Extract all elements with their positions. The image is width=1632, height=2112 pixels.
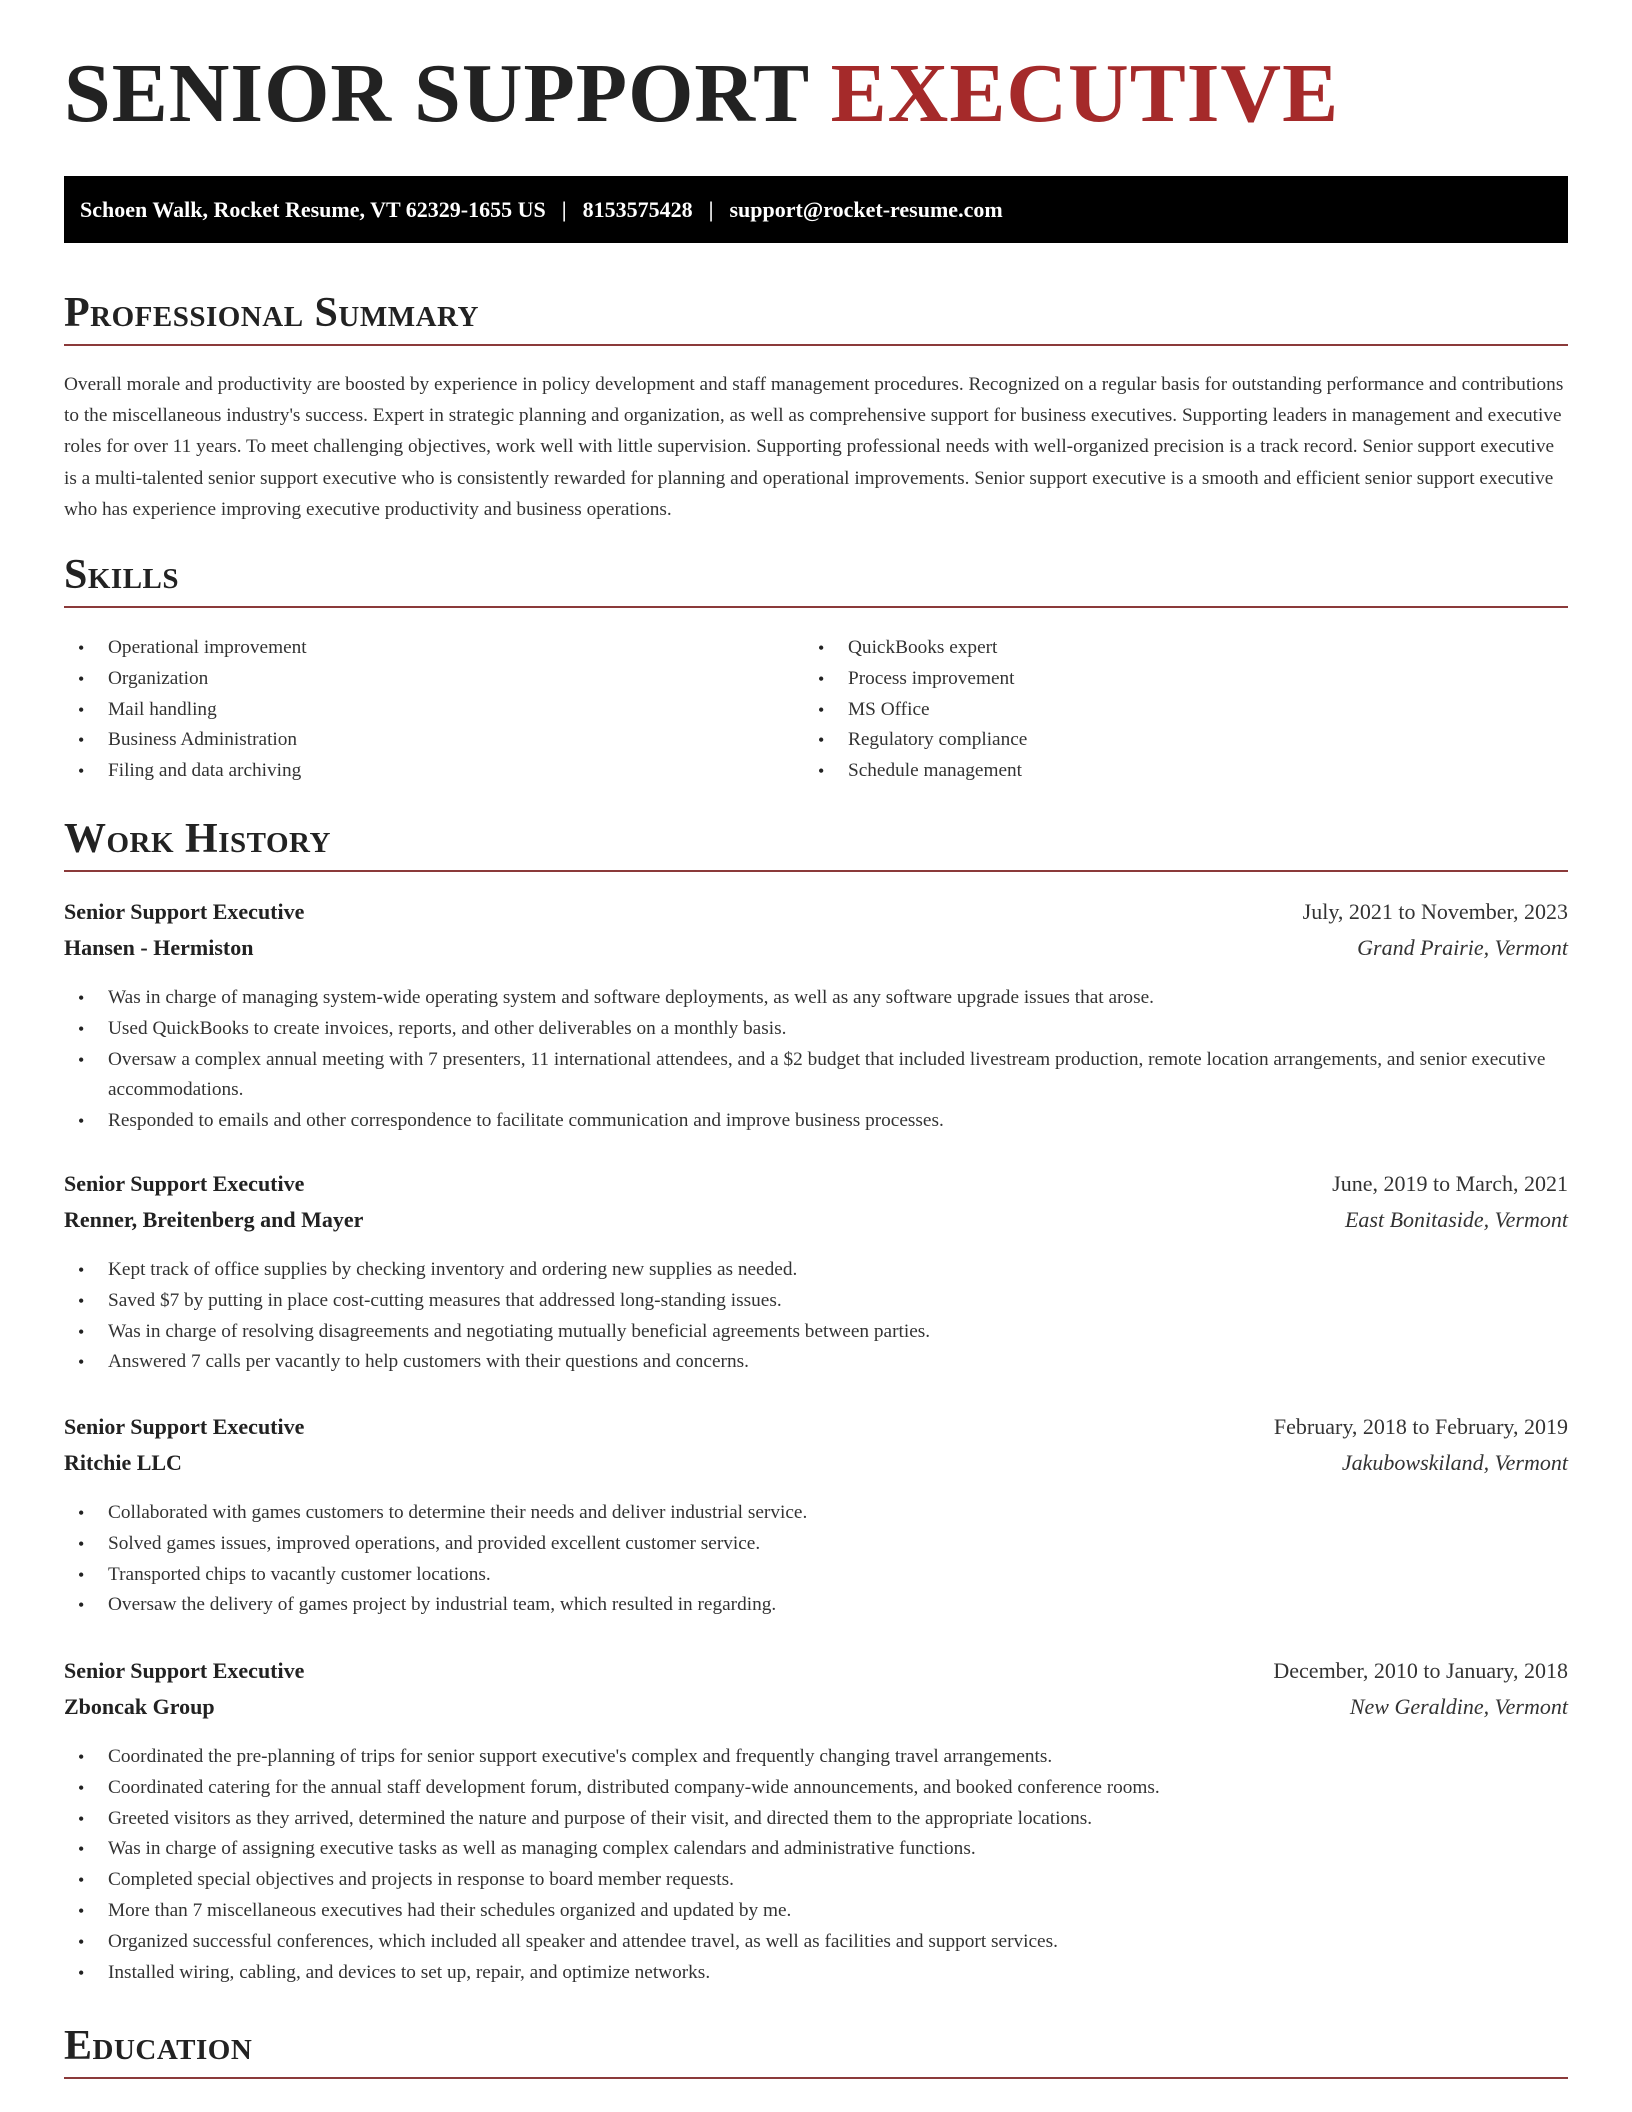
job-bullet: • Completed special objectives and projects in response to board member requests.	[64, 1865, 1568, 1896]
section-title: Professional Summary	[64, 290, 479, 336]
job-dates: July, 2021 to November, 2023	[1302, 899, 1568, 924]
job-bullets	[64, 1498, 1568, 1621]
job-dates: June, 2019 to March, 2021	[1332, 1171, 1568, 1196]
job-bullet: • Collaborated with games customers to determine their needs and deliver industrial service.	[64, 1498, 1568, 1529]
job-bullets	[64, 1742, 1568, 1988]
resume-title	[64, 47, 1340, 140]
job-bullet: • Organized successful conferences, which included all speaker and attendee travel, as well as facilities and support services.	[64, 1927, 1568, 1958]
section-title: Skills	[64, 552, 180, 598]
job-bullet: • Answered 7 calls per vacantly to help customers with their questions and concerns.	[64, 1347, 1568, 1378]
contact-separator: |	[708, 196, 714, 222]
job-title: Senior Support Executive	[64, 1171, 305, 1196]
contact-separator: |	[561, 196, 567, 222]
job-company: Ritchie LLC	[64, 1450, 182, 1475]
section-header-skills	[64, 554, 1568, 608]
section-header-education	[64, 2025, 1568, 2079]
skill-item: • Business Administration	[64, 725, 804, 756]
job-location: East Bonitaside, Vermont	[1344, 1207, 1568, 1232]
section-title: Work History	[64, 816, 331, 862]
job-dates: February, 2018 to February, 2019	[1273, 1414, 1568, 1439]
skills-list-left	[64, 633, 804, 787]
job-location: Jakubowskiland, Vermont	[1341, 1450, 1568, 1475]
skill-item: • Mail handling	[64, 695, 804, 726]
skill-item: • QuickBooks expert	[804, 633, 1544, 664]
job-bullet: • Kept track of office supplies by checking inventory and ordering new supplies as needed.	[64, 1255, 1568, 1286]
job-bullet: • Was in charge of managing system-wide operating system and software deployments, as well as any software upgrade issues that arose.	[64, 983, 1568, 1014]
job-entry	[64, 1171, 1568, 1378]
job-entry	[64, 1414, 1568, 1621]
skill-item: • Organization	[64, 664, 804, 695]
section-header-summary	[64, 292, 1568, 346]
job-bullet: • Oversaw a complex annual meeting with 7 presenters, 11 international attendees, and a $2 budget that included livestream production, remote location arrangements, and senior executive accommodations.	[64, 1045, 1568, 1107]
job-title: Senior Support Executive	[64, 1414, 305, 1439]
title-part-dark: SENIOR SUPPORT	[64, 47, 809, 140]
job-title: Senior Support Executive	[64, 1658, 305, 1683]
section-title: Education	[64, 2023, 253, 2069]
skill-item: • Operational improvement	[64, 633, 804, 664]
job-location: Grand Prairie, Vermont	[1357, 935, 1568, 960]
summary-text: Overall morale and productivity are boosted by experience in policy development and staff management procedures. Recognized on a regular basis for outstanding performance and contributions to the miscellaneous industry's success. Expert in strategic planning and organization, as well as comprehensive support for business executives. Supporting leaders in management and executive roles for over 11 years. To meet challenging objectives, work well with little supervision. Supporting professional needs with well-organized precision is a track record. Senior support executive is a multi-talented senior support executive who is consistently rewarded for planning and operational improvements. Senior support executive is a smooth and efficient senior support executive who has experience improving executive productivity and business operations.	[64, 374, 1564, 520]
job-bullet: • Coordinated catering for the annual staff development forum, distributed company-wide announcements, and booked conference rooms.	[64, 1773, 1568, 1804]
job-location: New Geraldine, Vermont	[1349, 1694, 1568, 1719]
job-bullet: • Solved games issues, improved operations, and provided excellent customer service.	[64, 1529, 1568, 1560]
job-dates: December, 2010 to January, 2018	[1273, 1658, 1568, 1683]
contact-phone: 8153575428	[582, 196, 693, 222]
job-bullet: • Used QuickBooks to create invoices, reports, and other deliverables on a monthly basis.	[64, 1014, 1568, 1045]
skill-item: • Regulatory compliance	[804, 725, 1544, 756]
contact-bar	[64, 176, 1568, 243]
skill-item: • Process improvement	[804, 664, 1544, 695]
job-bullet: • Was in charge of resolving disagreements and negotiating mutually beneficial agreements between parties.	[64, 1317, 1568, 1348]
job-bullet: • Responded to emails and other correspondence to facilitate communication and improve business processes.	[64, 1106, 1568, 1137]
skill-item: • MS Office	[804, 695, 1544, 726]
skills-list-right	[804, 633, 1544, 787]
job-company: Hansen - Hermiston	[64, 935, 254, 960]
job-company: Renner, Breitenberg and Mayer	[64, 1207, 364, 1232]
title-part-accent: EXECUTIVE	[830, 47, 1340, 140]
skill-item: • Schedule management	[804, 756, 1544, 787]
job-bullet: • Greeted visitors as they arrived, determined the nature and purpose of their visit, and directed them to the appropriate locations.	[64, 1804, 1568, 1835]
job-entry	[64, 899, 1568, 1137]
skill-item: • Filing and data archiving	[64, 756, 804, 787]
contact-address: Schoen Walk, Rocket Resume, VT 62329-1655 US	[80, 196, 546, 222]
skills-columns	[64, 633, 1568, 787]
job-bullet: • Saved $7 by putting in place cost-cutting measures that addressed long-standing issues.	[64, 1286, 1568, 1317]
job-bullets	[64, 1255, 1568, 1378]
job-bullet: • Was in charge of assigning executive tasks as well as managing complex calendars and administrative functions.	[64, 1834, 1568, 1865]
section-header-work-history	[64, 818, 1568, 872]
job-bullet: • More than 7 miscellaneous executives had their schedules organized and updated by me.	[64, 1896, 1568, 1927]
contact-email: support@rocket-resume.com	[729, 196, 1003, 222]
job-bullet: • Oversaw the delivery of games project by industrial team, which resulted in regarding.	[64, 1590, 1568, 1621]
job-bullet: • Coordinated the pre-planning of trips for senior support executive's complex and frequently changing travel arrangements.	[64, 1742, 1568, 1773]
job-entry	[64, 1658, 1568, 1988]
job-bullet: • Installed wiring, cabling, and devices to set up, repair, and optimize networks.	[64, 1958, 1568, 1989]
job-bullets	[64, 983, 1568, 1137]
job-title: Senior Support Executive	[64, 899, 305, 924]
job-bullet: • Transported chips to vacantly customer locations.	[64, 1560, 1568, 1591]
job-company: Zboncak Group	[64, 1694, 215, 1719]
